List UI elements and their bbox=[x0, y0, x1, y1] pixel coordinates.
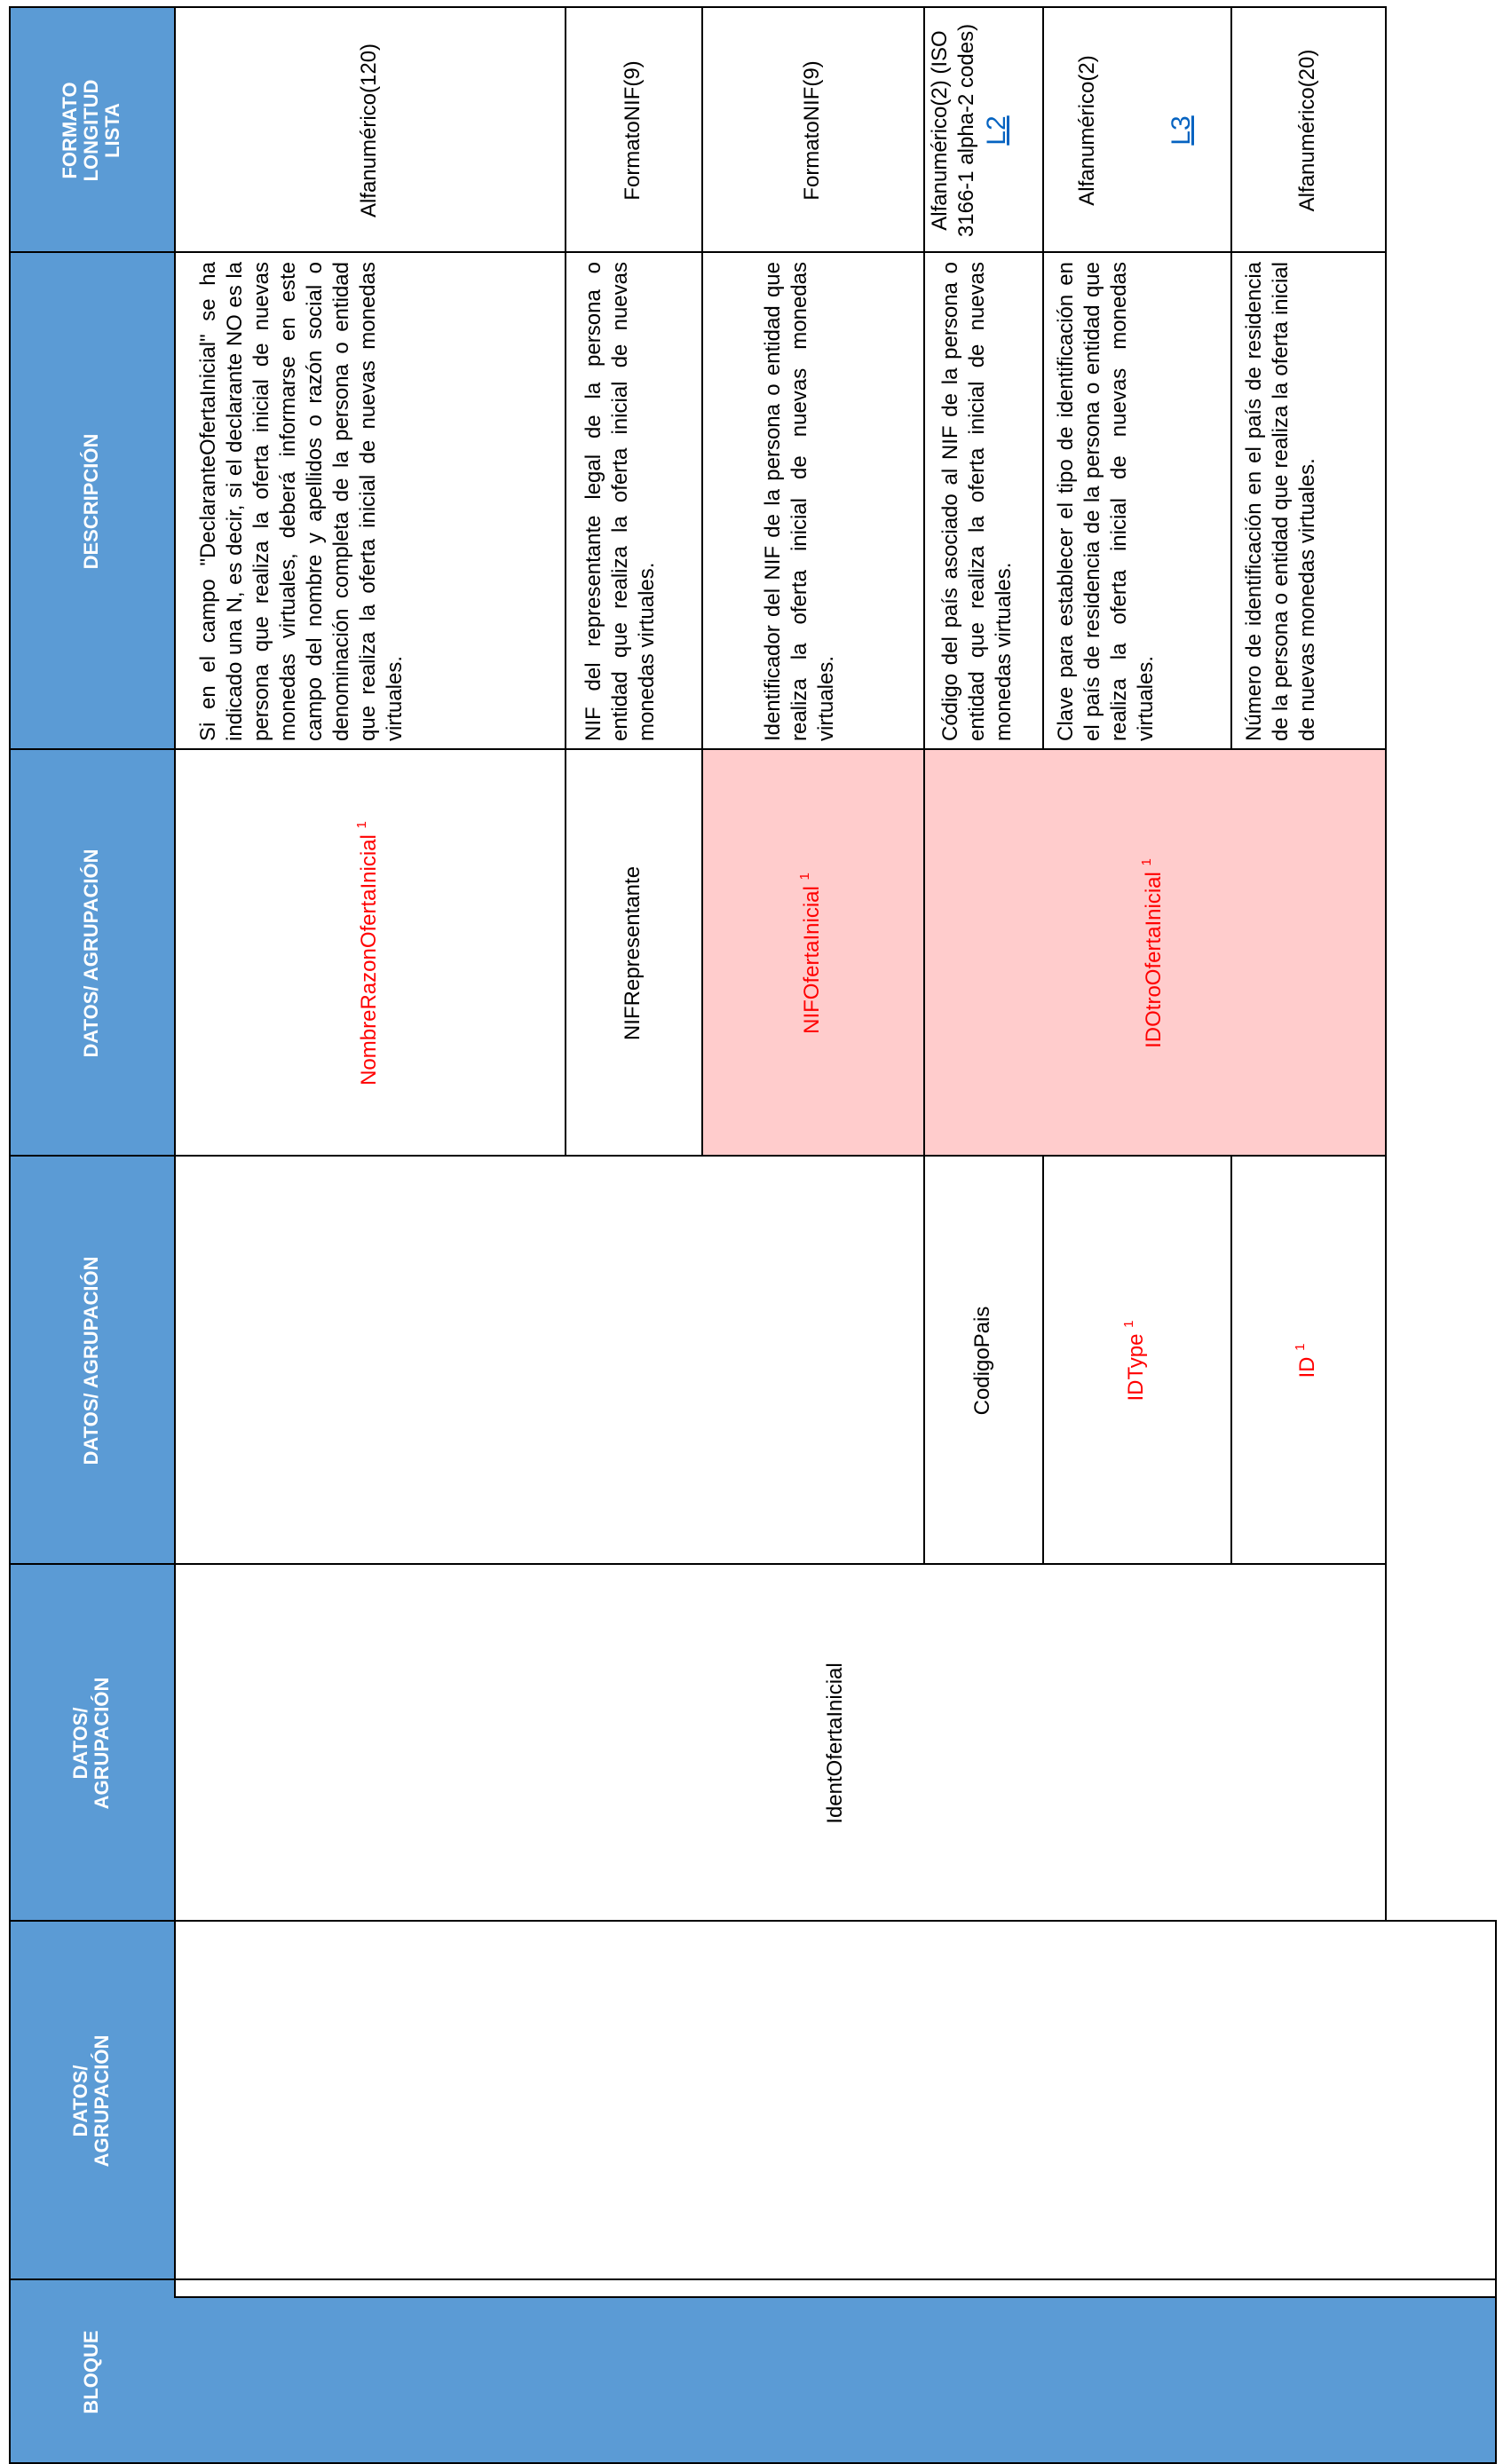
format-codigo-pais: Alfanumérico(2) (ISO 3166-1 alpha-2 codes) L2 bbox=[923, 8, 1042, 253]
grid-h-header bbox=[174, 6, 176, 2298]
bloque-blue-fill bbox=[174, 2298, 1495, 2462]
header-datos-1: DATOS/ AGRUPACIÓN bbox=[9, 1922, 174, 2280]
group-label: IdentOfertaInicial bbox=[823, 1662, 847, 1824]
grid-v-3 bbox=[9, 1563, 1385, 1565]
header-datos-2: DATOS/ AGRUPACIÓN bbox=[9, 1565, 174, 1922]
grid-h-top bbox=[9, 6, 11, 2464]
grid-h-row4-desc bbox=[1042, 6, 1044, 750]
format-nif-oferta-inicial: FormatoNIF(9) bbox=[800, 60, 824, 201]
format-id: Alfanumérico(20) bbox=[1295, 49, 1319, 212]
header-descripcion: DESCRIPCIÓN bbox=[9, 253, 174, 750]
description-nif-representante: NIF del representante legal de la persona o entidad que realiza la oferta inicial de nuevas monedas virtuales. bbox=[581, 262, 659, 741]
grid-v-1 bbox=[9, 2278, 1497, 2280]
field-idotro-oferta-inicial: IDOtroOfertaInicial $^1$ bbox=[1139, 858, 1166, 1048]
grid-h-bottom-left bbox=[1495, 1920, 1497, 2464]
list-link-l3[interactable]: L3 bbox=[1167, 115, 1197, 146]
subfield-idtype: IDType $^1$ bbox=[1121, 1320, 1148, 1402]
field-nif-oferta-inicial: NIFOfertaInicial $^1$ bbox=[797, 873, 824, 1034]
grid-h-row3 bbox=[923, 6, 925, 1565]
field-nombre-razon: NombreRazonOfertaInicial $^1$ bbox=[354, 821, 381, 1086]
grid-v-6 bbox=[9, 251, 1385, 253]
description-nif-oferta-inicial: Identificador del NIF de la persona o entidad que realiza la oferta inicial de nuevas monedas virtuales. bbox=[761, 262, 838, 741]
grid-v-bloque-inner bbox=[174, 2296, 1497, 2298]
subfield-id: ID $^1$ bbox=[1293, 1343, 1319, 1378]
grid-h-row5-sub bbox=[1230, 1157, 1232, 1565]
description-id: Número de identificación en el país de residencia de la persona o entidad que realiza la oferta inicial de nuevas monedas virtuales. bbox=[1242, 262, 1319, 741]
header-formato: FORMATO LONGITUD LISTA bbox=[9, 8, 174, 253]
grid-v-7 bbox=[9, 6, 1385, 8]
subfield-codigo-pais: CodigoPais bbox=[970, 1306, 994, 1416]
header-bloque: BLOQUE bbox=[9, 2280, 174, 2464]
list-link-l2[interactable]: L2 bbox=[982, 115, 1011, 146]
grid-v-4 bbox=[9, 1155, 1385, 1157]
header-datos-3: DATOS/ AGRUPACIÓN bbox=[9, 1157, 174, 1565]
grid-h-row5-desc bbox=[1230, 6, 1232, 750]
header-datos-4: DATOS/ AGRUPACIÓN bbox=[9, 750, 174, 1157]
grid-h-row4-sub bbox=[1042, 1157, 1044, 1565]
field-nif-representante: NIFRepresentante bbox=[621, 865, 645, 1041]
description-nombre-razon: Si en el campo "DeclaranteOfertaInicial" se ha indicado una N, es decir, si el declarante NO es la persona que realiza la oferta inicial de nuevas monedas virtuales, deberá informarse en este campo del nombre y apellidos o razón social o denominación completa de la persona o entidad que realiza la oferta inicial de nuevas monedas virtuales. bbox=[196, 262, 407, 741]
format-idtype: Alfanumérico(2) L3 bbox=[1042, 8, 1230, 253]
format-nombre-razon: Alfanumérico(120) bbox=[357, 43, 381, 218]
grid-h-row2 bbox=[701, 6, 703, 1157]
format-nif-representante: FormatoNIF(9) bbox=[621, 60, 645, 201]
grid-h-row1 bbox=[565, 6, 566, 1157]
grid-v-2 bbox=[9, 1920, 1497, 1922]
grid-h-bottom-right bbox=[1385, 6, 1387, 1922]
description-codigo-pais: Código del país asociado al NIF de la persona o entidad que realiza la oferta inicial de nuevas monedas virtuales. bbox=[938, 262, 1016, 741]
grid-v-5 bbox=[9, 748, 1385, 750]
description-idtype: Clave para establecer el tipo de identificación en el país de residencia de la persona o entidad que realiza la oferta inicial de nuevas monedas virtuales. bbox=[1054, 262, 1158, 741]
